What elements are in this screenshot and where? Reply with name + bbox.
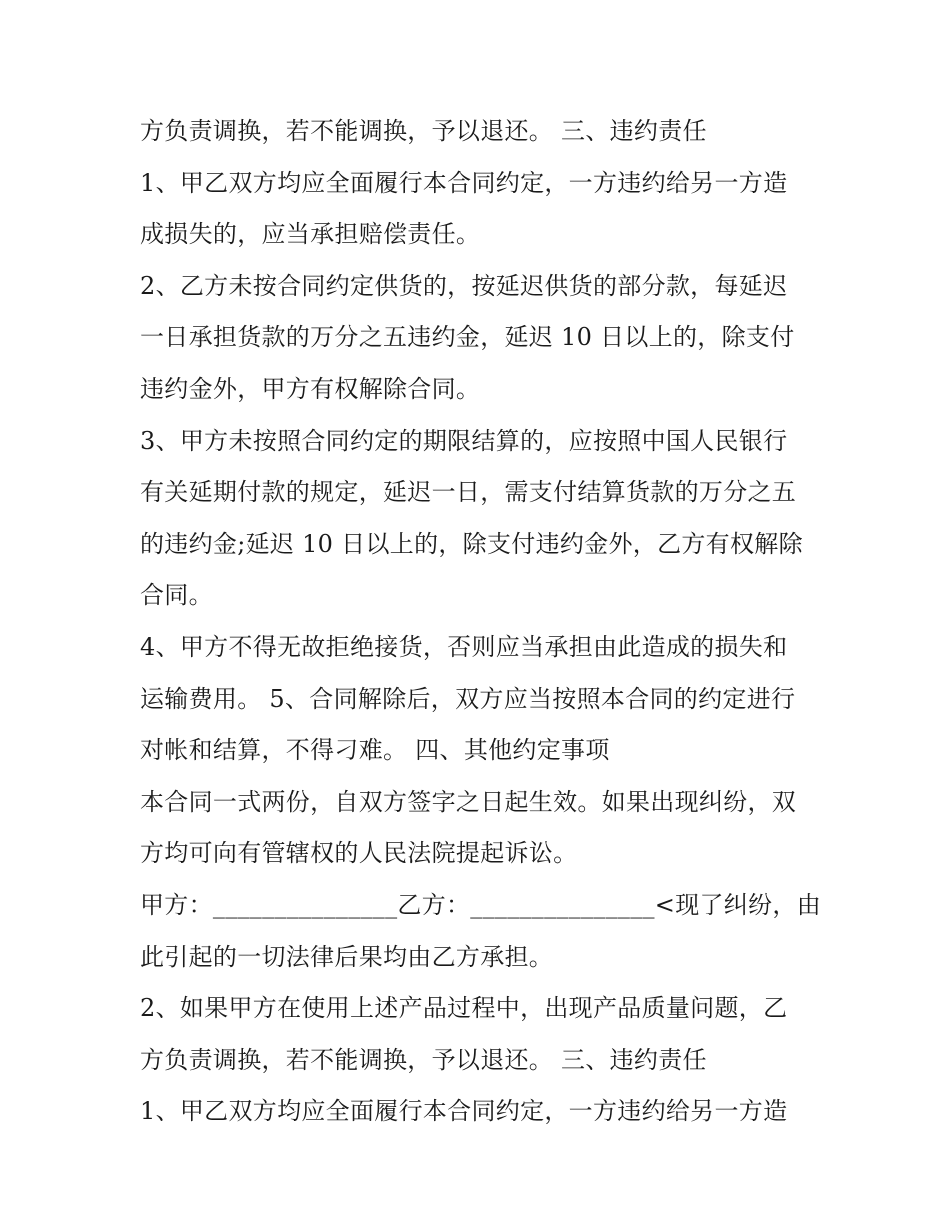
text-line: 对帐和结算，不得刁难。 四、其他约定事项	[140, 736, 610, 765]
text-line: 的违约金;延迟 10 日以上的，除支付违约金外，乙方有权解除	[140, 529, 803, 558]
text-line: 1、甲乙双方均应全面履行本合同约定，一方违约给另一方造	[140, 1097, 788, 1126]
text-line: 违约金外，甲方有权解除合同。	[140, 374, 481, 403]
text-line: 方均可向有管辖权的人民法院提起诉讼。	[140, 839, 578, 868]
text-line: 方负责调换，若不能调换，予以退还。 三、违约责任	[140, 1045, 707, 1074]
text-line: 合同。	[140, 581, 213, 610]
text-line: 有关延期付款的规定，延迟一日，需支付结算货款的万分之五	[140, 478, 797, 507]
text-line: 此引起的一切法律后果均由乙方承担。	[140, 942, 554, 971]
text-line: 方负责调换，若不能调换，予以退还。 三、违约责任	[140, 117, 707, 145]
text-line: 2、乙方未按合同约定供货的，按延迟供货的部分款，每延迟	[140, 271, 788, 300]
text-line: 4、甲方不得无故拒绝接货，否则应当承担由此造成的损失和	[140, 632, 788, 661]
text-line: 一日承担货款的万分之五违约金，延迟 10 日以上的，除支付	[140, 323, 795, 352]
signature-line: 甲方：_______________乙方：_______________<现了纠纷，由	[140, 890, 822, 919]
document-body	[140, 106, 830, 1138]
text-line: 运输费用。 5、合同解除后，双方应当按照本合同的约定进行	[140, 684, 796, 713]
text-line: 3、甲方未按照合同约定的期限结算的，应按照中国人民银行	[140, 426, 788, 455]
text-line: 本合同一式两份，自双方签字之日起生效。如果出现纠纷，双	[140, 787, 797, 816]
text-line: 1、甲乙双方均应全面履行本合同约定，一方违约给另一方造	[140, 168, 788, 197]
text-line: 2、如果甲方在使用上述产品过程中，出现产品质量问题，乙	[140, 994, 788, 1023]
text-line: 成损失的，应当承担赔偿责任。	[140, 220, 481, 249]
